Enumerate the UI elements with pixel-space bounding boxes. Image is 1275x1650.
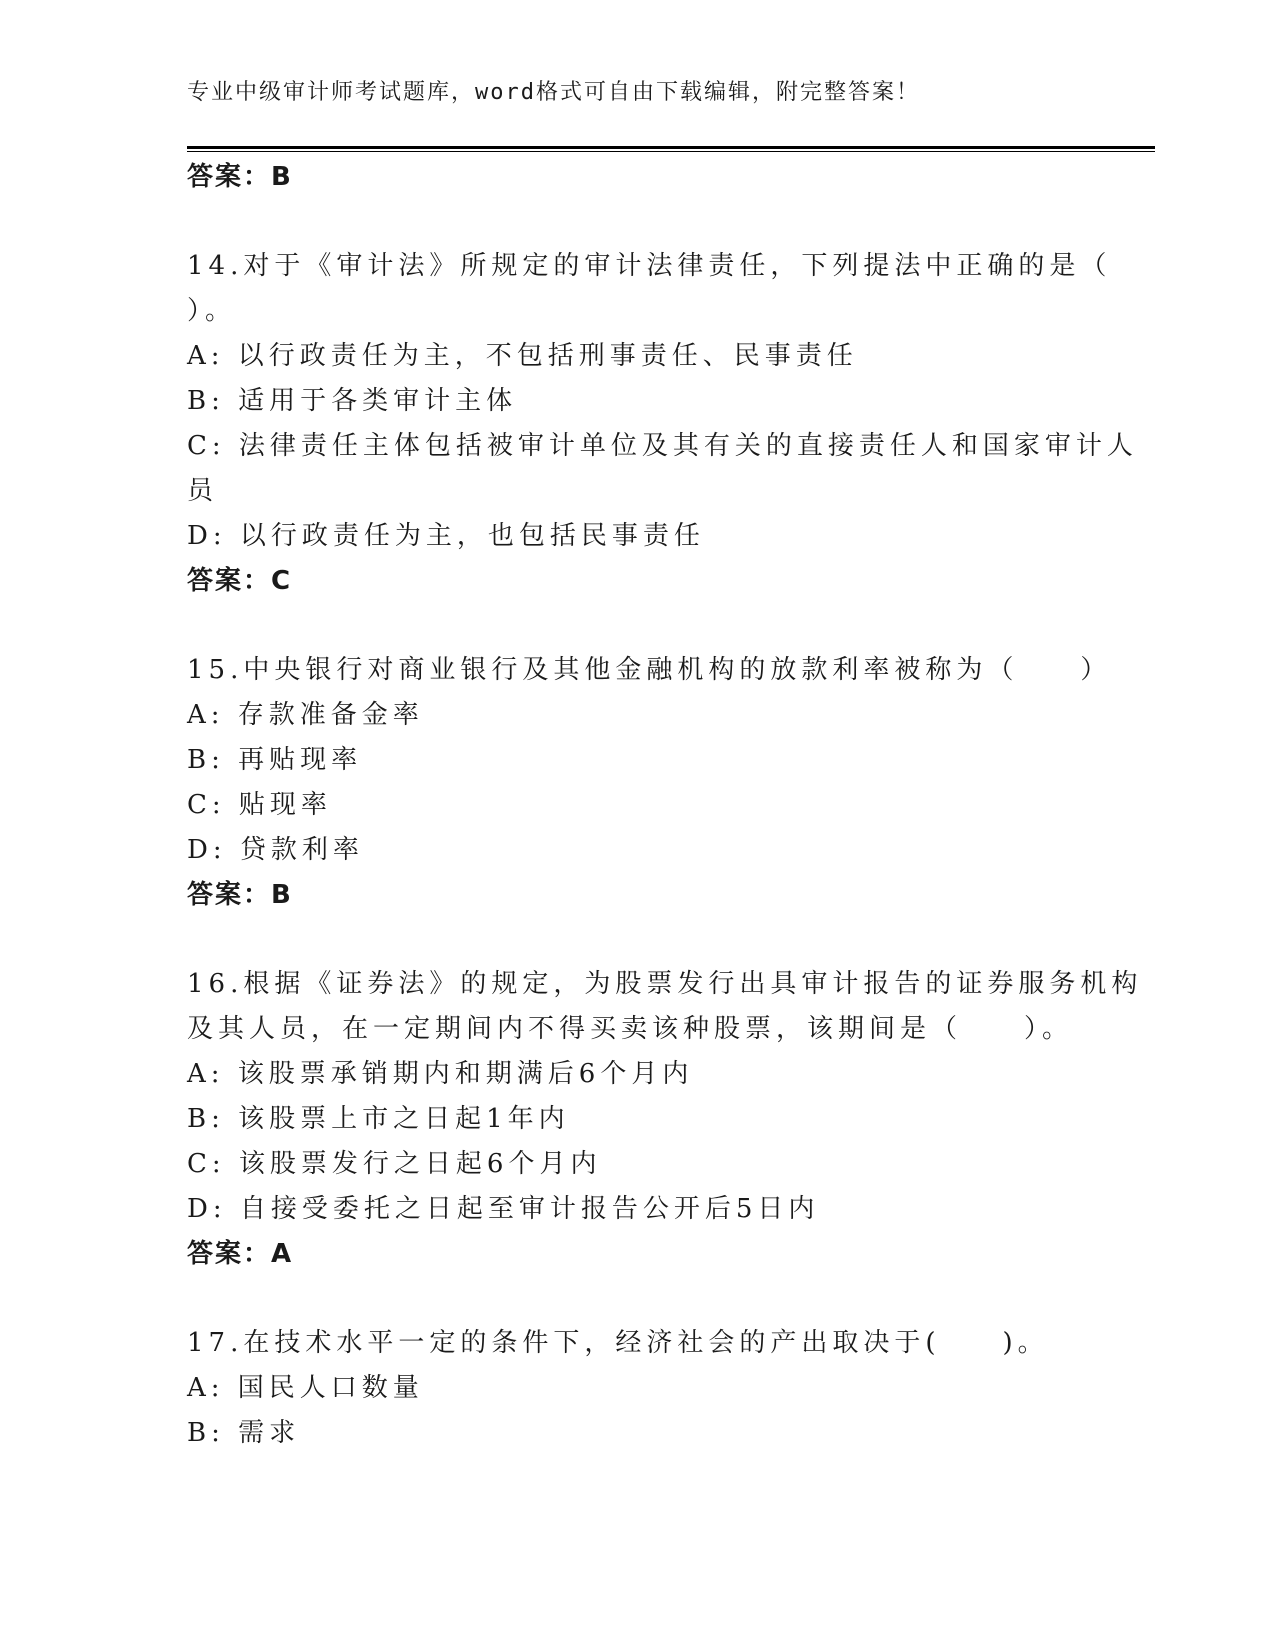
spacer [187,604,1087,648]
header-rule [187,146,1155,149]
question-block [187,648,1112,918]
question-block [187,1321,1087,1456]
page-header: 专业中级审计师考试题库，word格式可自由下载编辑，附完整答案！ [187,80,920,105]
question-stem: 16.根据《证券法》的规定，为股票发行出具审计报告的证券服务机构 [187,969,1143,999]
question-stem: 14.对于《审计法》所规定的审计法律责任，下列提法中正确的是（ [187,251,1112,281]
question-stem: ）。 [187,296,237,326]
option-line: C: 法律责任主体包括被审计单位及其有关的直接责任人和国家审计人 [187,431,1138,461]
option-line: B: 需求 [187,1418,301,1448]
option-line: A: 国民人口数量 [187,1373,424,1403]
answer-line: 答案：B [187,162,293,192]
option-line: B: 适用于各类审计主体 [187,386,518,416]
option-line: A: 以行政责任为主，不包括刑事责任、民事责任 [187,341,858,371]
option-line: A: 存款准备金率 [187,700,424,730]
option-line: D: 以行政责任为主，也包括民事责任 [187,521,705,551]
option-line: 员 [187,476,219,506]
question-block [187,962,1143,1277]
option-line: A: 该股票承销期内和期满后6个月内 [187,1059,694,1089]
question-list [187,155,1143,1456]
option-line: B: 再贴现率 [187,745,363,775]
option-line: C: 该股票发行之日起6个月内 [187,1149,602,1179]
spacer [187,200,1087,244]
question-block [187,244,1138,604]
option-line: C: 贴现率 [187,790,332,820]
answer-line: 答案：B [187,880,293,910]
question-stem: 17.在技术水平一定的条件下，经济社会的产出取决于( )。 [187,1328,1049,1358]
spacer [187,918,1087,962]
option-line: D: 自接受委托之日起至审计报告公开后5日内 [187,1194,820,1224]
answer-line: 答案：A [187,1239,294,1269]
spacer [187,1277,1087,1321]
option-line: B: 该股票上市之日起1年内 [187,1104,570,1134]
option-line: D: 贷款利率 [187,835,364,865]
question-stem: 及其人员，在一定期间内不得买卖该种股票，该期间是（ ）。 [187,1014,1074,1044]
answer-line: 答案：C [187,566,293,596]
header-rule-thin [187,151,1155,152]
question-stem: 15.中央银行对商业银行及其他金融机构的放款利率被称为（ ） [187,655,1112,685]
